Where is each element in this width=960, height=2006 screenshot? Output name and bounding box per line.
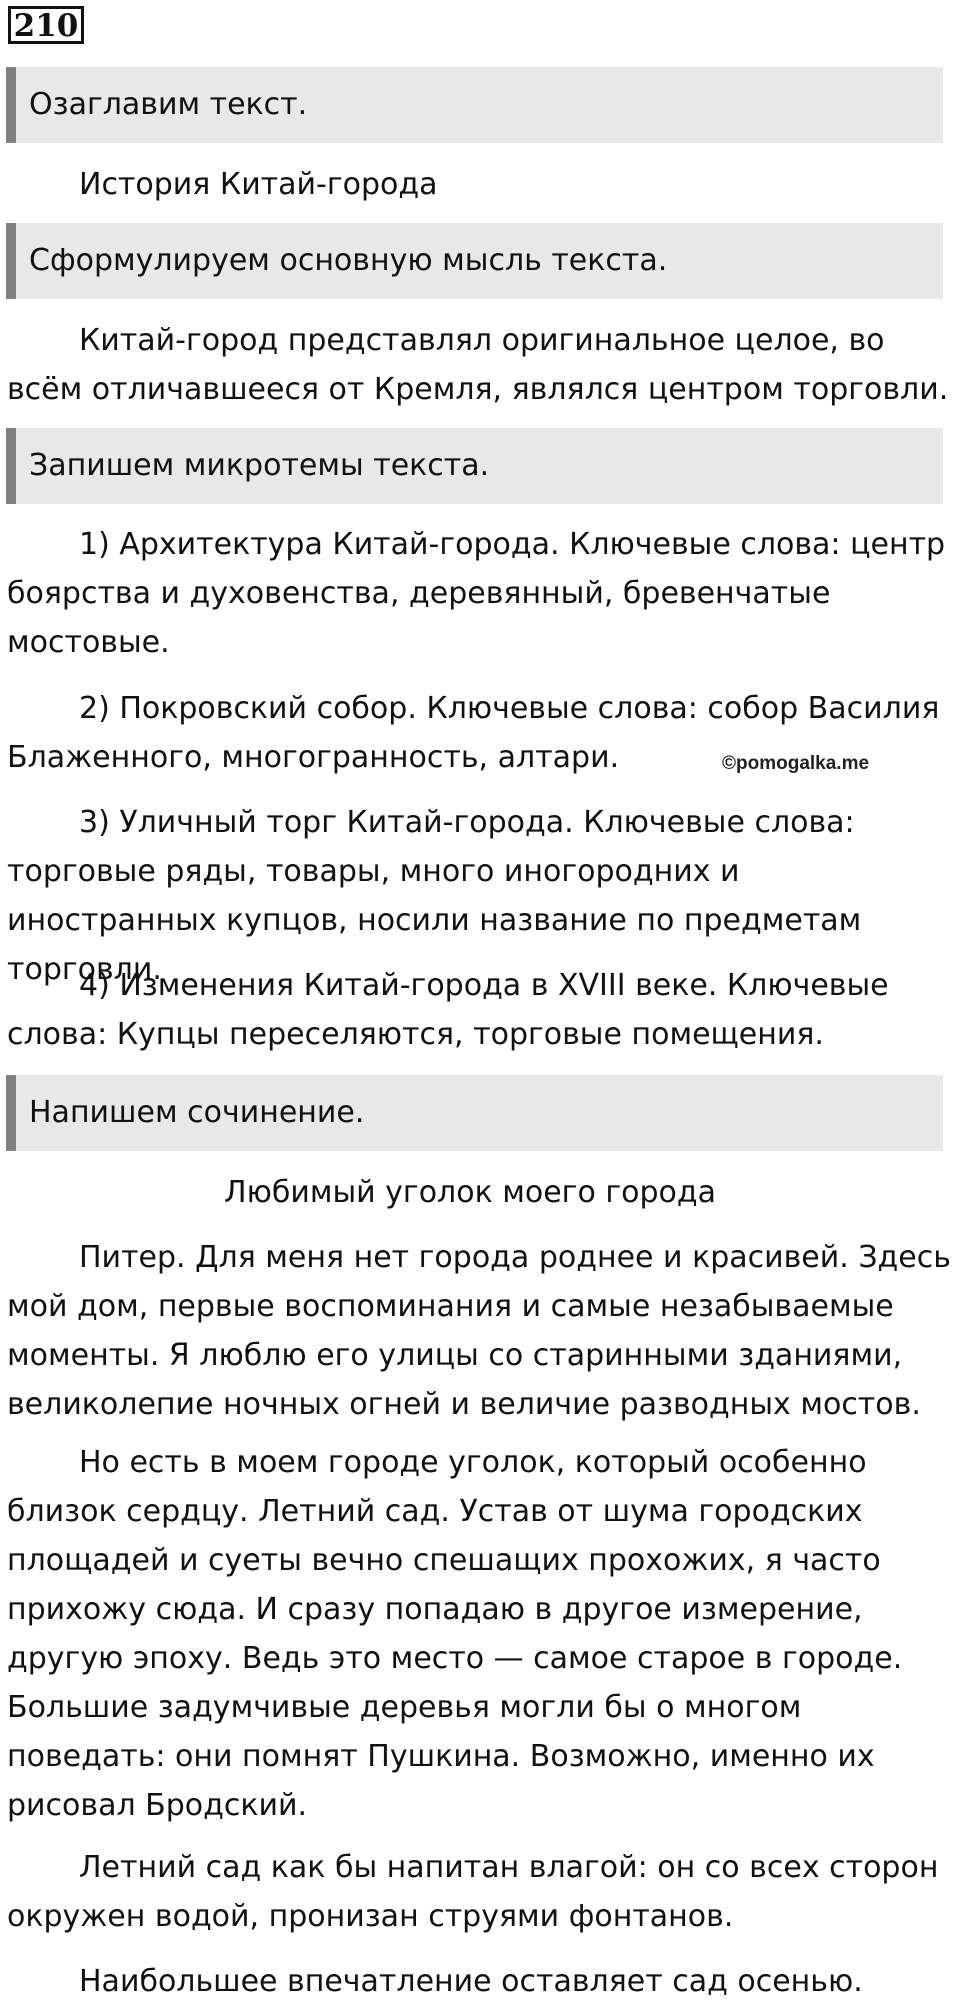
text-title-answer: История Китай-города — [79, 167, 438, 202]
instruction-bar-microtopics: Запишем микротемы текста. — [6, 428, 943, 504]
essay-paragraph: Питер. Для меня нет города роднее и красивей. Здесь мой дом, первые воспоминания и самые незабываемые моменты. Я люблю его улицы со старинными зданиями, великолепие ночных огней и величие разводных мостов. — [7, 1240, 951, 1422]
watermark: ©pomogalka.me — [722, 753, 870, 774]
instruction-bar-main-idea: Сформулируем основную мысль текста. — [6, 223, 943, 299]
microtopic-item: 4) Изменения Китай-города в XVIII веке. Ключевые слова: Купцы переселяются, торговые помещения. — [7, 968, 889, 1052]
essay-paragraph: Но есть в моем городе уголок, который особенно близок сердцу. Летний сад. Устав от шума городских площадей и суеты вечно спешащих прохожих, я часто прихожу сюда. И сразу попадаю в другое измерение, другую эпоху. Ведь это место — самое старое в городе. Большие задумчивые деревья могли бы о многом поведать: они помнят Пушкина. Возможно, именно их рисовал Бродский. — [7, 1445, 903, 1823]
essay-paragraph: Летний сад как бы напитан влагой: он со всех сторон окружен водой, пронизан струями фонтанов. — [7, 1850, 939, 1934]
microtopic-item: 2) Покровский собор. Ключевые слова: собор Василия Блаженного, многогранность, алтари. — [7, 691, 940, 775]
microtopic-item: 3) Уличный торг Китай-города. Ключевые слова: торговые ряды, товары, много иногородних и иностранных купцов, носили название по предметам торговли. — [7, 805, 862, 987]
essay-paragraph: Наибольшее впечатление оставляет сад осенью. — [79, 1964, 863, 1999]
task-number-badge: 210 — [8, 6, 84, 44]
instruction-bar-title: Озаглавим текст. — [6, 67, 943, 143]
main-idea-paragraph: Китай-город представлял оригинальное целое, во всём отличавшееся от Кремля, являлся центром торговли. — [7, 323, 949, 407]
essay-title: Любимый уголок моего города — [224, 1175, 716, 1210]
microtopic-item: 1) Архитектура Китай-города. Ключевые слова: центр боярства и духовенства, деревянный, бревенчатые мостовые. — [7, 527, 946, 660]
instruction-bar-essay: Напишем сочинение. — [6, 1075, 943, 1151]
